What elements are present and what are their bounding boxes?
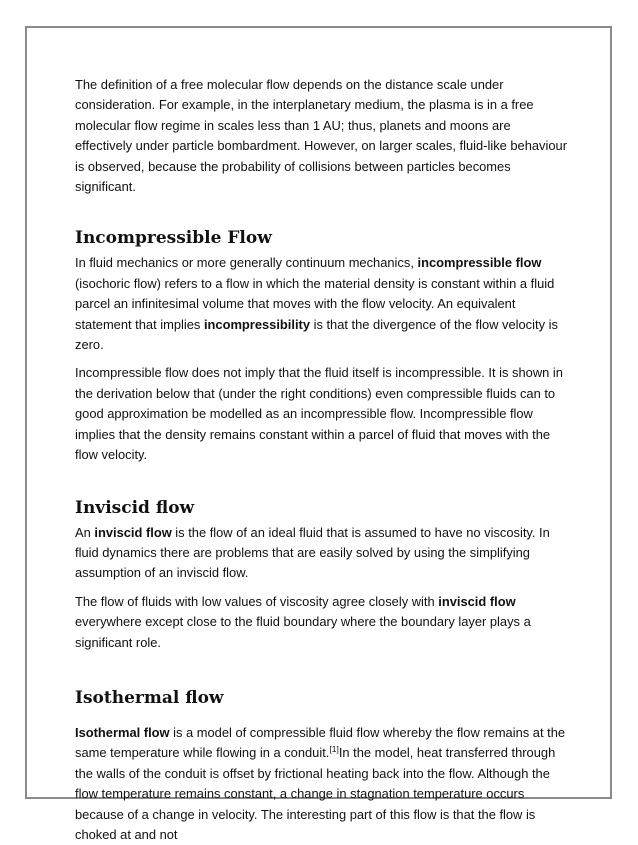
- heading-incompressible-flow: Incompressible Flow: [75, 228, 272, 249]
- text-span: The flow of fluids with low values of viscosity agree closely with: [75, 593, 439, 609]
- inviscid-paragraph-2: [75, 592, 570, 653]
- text-span: In fluid mechanics or more generally continuum mechanics,: [75, 255, 418, 271]
- text-span: (isochoric flow) refers to a flow in which the material density is constant within a fluid parcel an infinitesimal volume that moves with the flow velocity. An equivalent statement that implies: [75, 275, 555, 332]
- incompressible-paragraph-2: Incompressible flow does not imply that the fluid itself is incompressible. It is shown in the derivation below that (under the right conditions) even compressible fluids can to good approximation be modelled as an incompressible flow. Incompressible flow implies that the density remains constant within a parcel of fluid that moves with the flow velocity.: [75, 365, 563, 463]
- text-span: is the flow of an ideal fluid that is assumed to have no viscosity. In fluid dynamics there are problems that are easily solved by using the simplifying assumption of an inviscid flow.: [75, 524, 550, 581]
- bold-term-incompressible-flow: incompressible flow: [417, 255, 542, 271]
- incompressible-paragraph-1: [75, 253, 570, 355]
- text-span: In the model, heat transferred through the walls of the conduit is offset by frictional heating back into the flow. Although the flow temperature remains constant, a change in stagnation temperature occurs because of a change in velocity. The interesting part of this flow is that the flow is choked at and not: [75, 745, 556, 842]
- bold-term-inviscid-flow: inviscid flow: [94, 524, 172, 540]
- text-span: everywhere except close to the fluid boundary where the boundary layer plays a significant role.: [75, 614, 531, 650]
- heading-isothermal-flow: Isothermal flow: [75, 687, 224, 708]
- heading-inviscid-flow: Inviscid flow: [75, 497, 195, 518]
- intro-paragraph: The definition of a free molecular flow depends on the distance scale under consideration. For example, in the interplanetary medium, the plasma is in a free molecular flow regime in scales less than 1 AU; thus, planets and moons are effectively under particle bombardment. However, on larger scales, fluid-like behaviour is observed, because the probability of collisions between particles becomes significant.: [75, 77, 568, 195]
- citation-link[interactable]: [1]: [329, 744, 339, 755]
- inviscid-paragraph-1: [75, 523, 570, 584]
- text-span: is that the divergence of the flow velocity is zero.: [75, 316, 558, 353]
- isothermal-paragraph-1: [75, 723, 570, 845]
- text-span: is a model of compressible fluid flow whereby the flow remains at the same temperature while flowing in a conduit.: [75, 724, 566, 761]
- bold-term-inviscid-flow: inviscid flow: [438, 593, 516, 609]
- bold-term-incompressibility: incompressibility: [203, 316, 310, 332]
- bold-term-isothermal-flow: Isothermal flow: [75, 724, 170, 740]
- document-body: [75, 75, 570, 845]
- text-span: An: [75, 524, 95, 540]
